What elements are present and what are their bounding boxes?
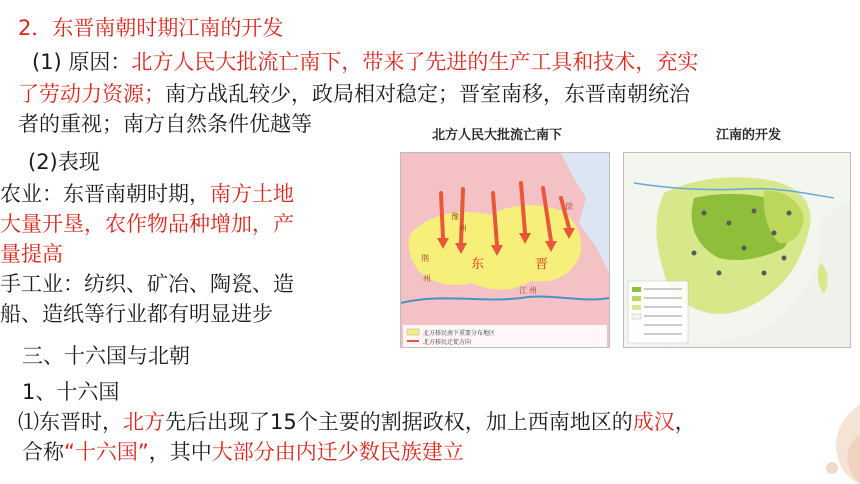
svg-text:豫: 豫: [451, 212, 459, 221]
cause-red-1: 北方人民大批流亡南下，带来了先进的生产工具和技术，充实: [131, 50, 699, 74]
show-title: (2)表现: [28, 150, 100, 174]
jiangnan-map: [623, 152, 851, 348]
sub-heading-1: 1、十六国: [22, 380, 120, 404]
svg-text:江: 江: [519, 286, 527, 295]
svg-text:州: 州: [529, 286, 537, 295]
cause-red-2: 了劳动力资源；: [18, 82, 165, 106]
svg-text:徐: 徐: [565, 202, 573, 211]
craft-line-2: 船、造纸等行业都有明显进步: [0, 302, 273, 326]
jiangnan-map-graphic: [624, 153, 850, 347]
section3-heading: 三、十六国与北朝: [22, 344, 190, 368]
para-2: 合称“十六国”，其中大部分由内迁少数民族建立: [22, 440, 464, 464]
map1-caption: 北方人民大批流亡南下: [432, 128, 563, 143]
migration-map-graphic: [401, 153, 609, 347]
cause-line-1: [32, 48, 698, 76]
cause-prefix: (1) 原因：: [32, 50, 132, 74]
svg-text:州: 州: [423, 274, 431, 283]
corner-decoration: [770, 394, 860, 484]
migration-map: [400, 152, 610, 348]
agri-line-2: 大量开垦，农作物品种增加，产: [0, 212, 294, 236]
para-1: ⑴东晋时，北方先后出现了15个主要的割据政权，加上西南地区的成汉，: [18, 410, 696, 434]
svg-text:东: 东: [471, 257, 485, 272]
map1-legend-2: 北方移民迁徙方向: [423, 339, 472, 346]
svg-text:晋: 晋: [535, 257, 549, 272]
section-heading: 2．东晋南朝时期江南的开发: [18, 16, 284, 40]
svg-text:州: 州: [459, 224, 467, 233]
agri-line-3: 量提高: [0, 242, 63, 266]
craft-line-1: 手工业：纺织、矿冶、陶瓷、造: [0, 272, 294, 296]
map2-caption: 江南的开发: [716, 128, 782, 143]
cause-line-2: [18, 80, 690, 108]
cause-rest-2: 南方战乱较少，政局相对稳定；晋室南移，东晋南朝统治: [165, 82, 690, 106]
map1-legend-1: 北方移民南下重要分布地区: [423, 330, 496, 337]
svg-text:荆: 荆: [421, 254, 429, 263]
cause-line-3: 者的重视；南方自然条件优越等: [18, 112, 312, 136]
agri-line-1: 农业：东晋南朝时期，南方土地: [0, 182, 294, 206]
